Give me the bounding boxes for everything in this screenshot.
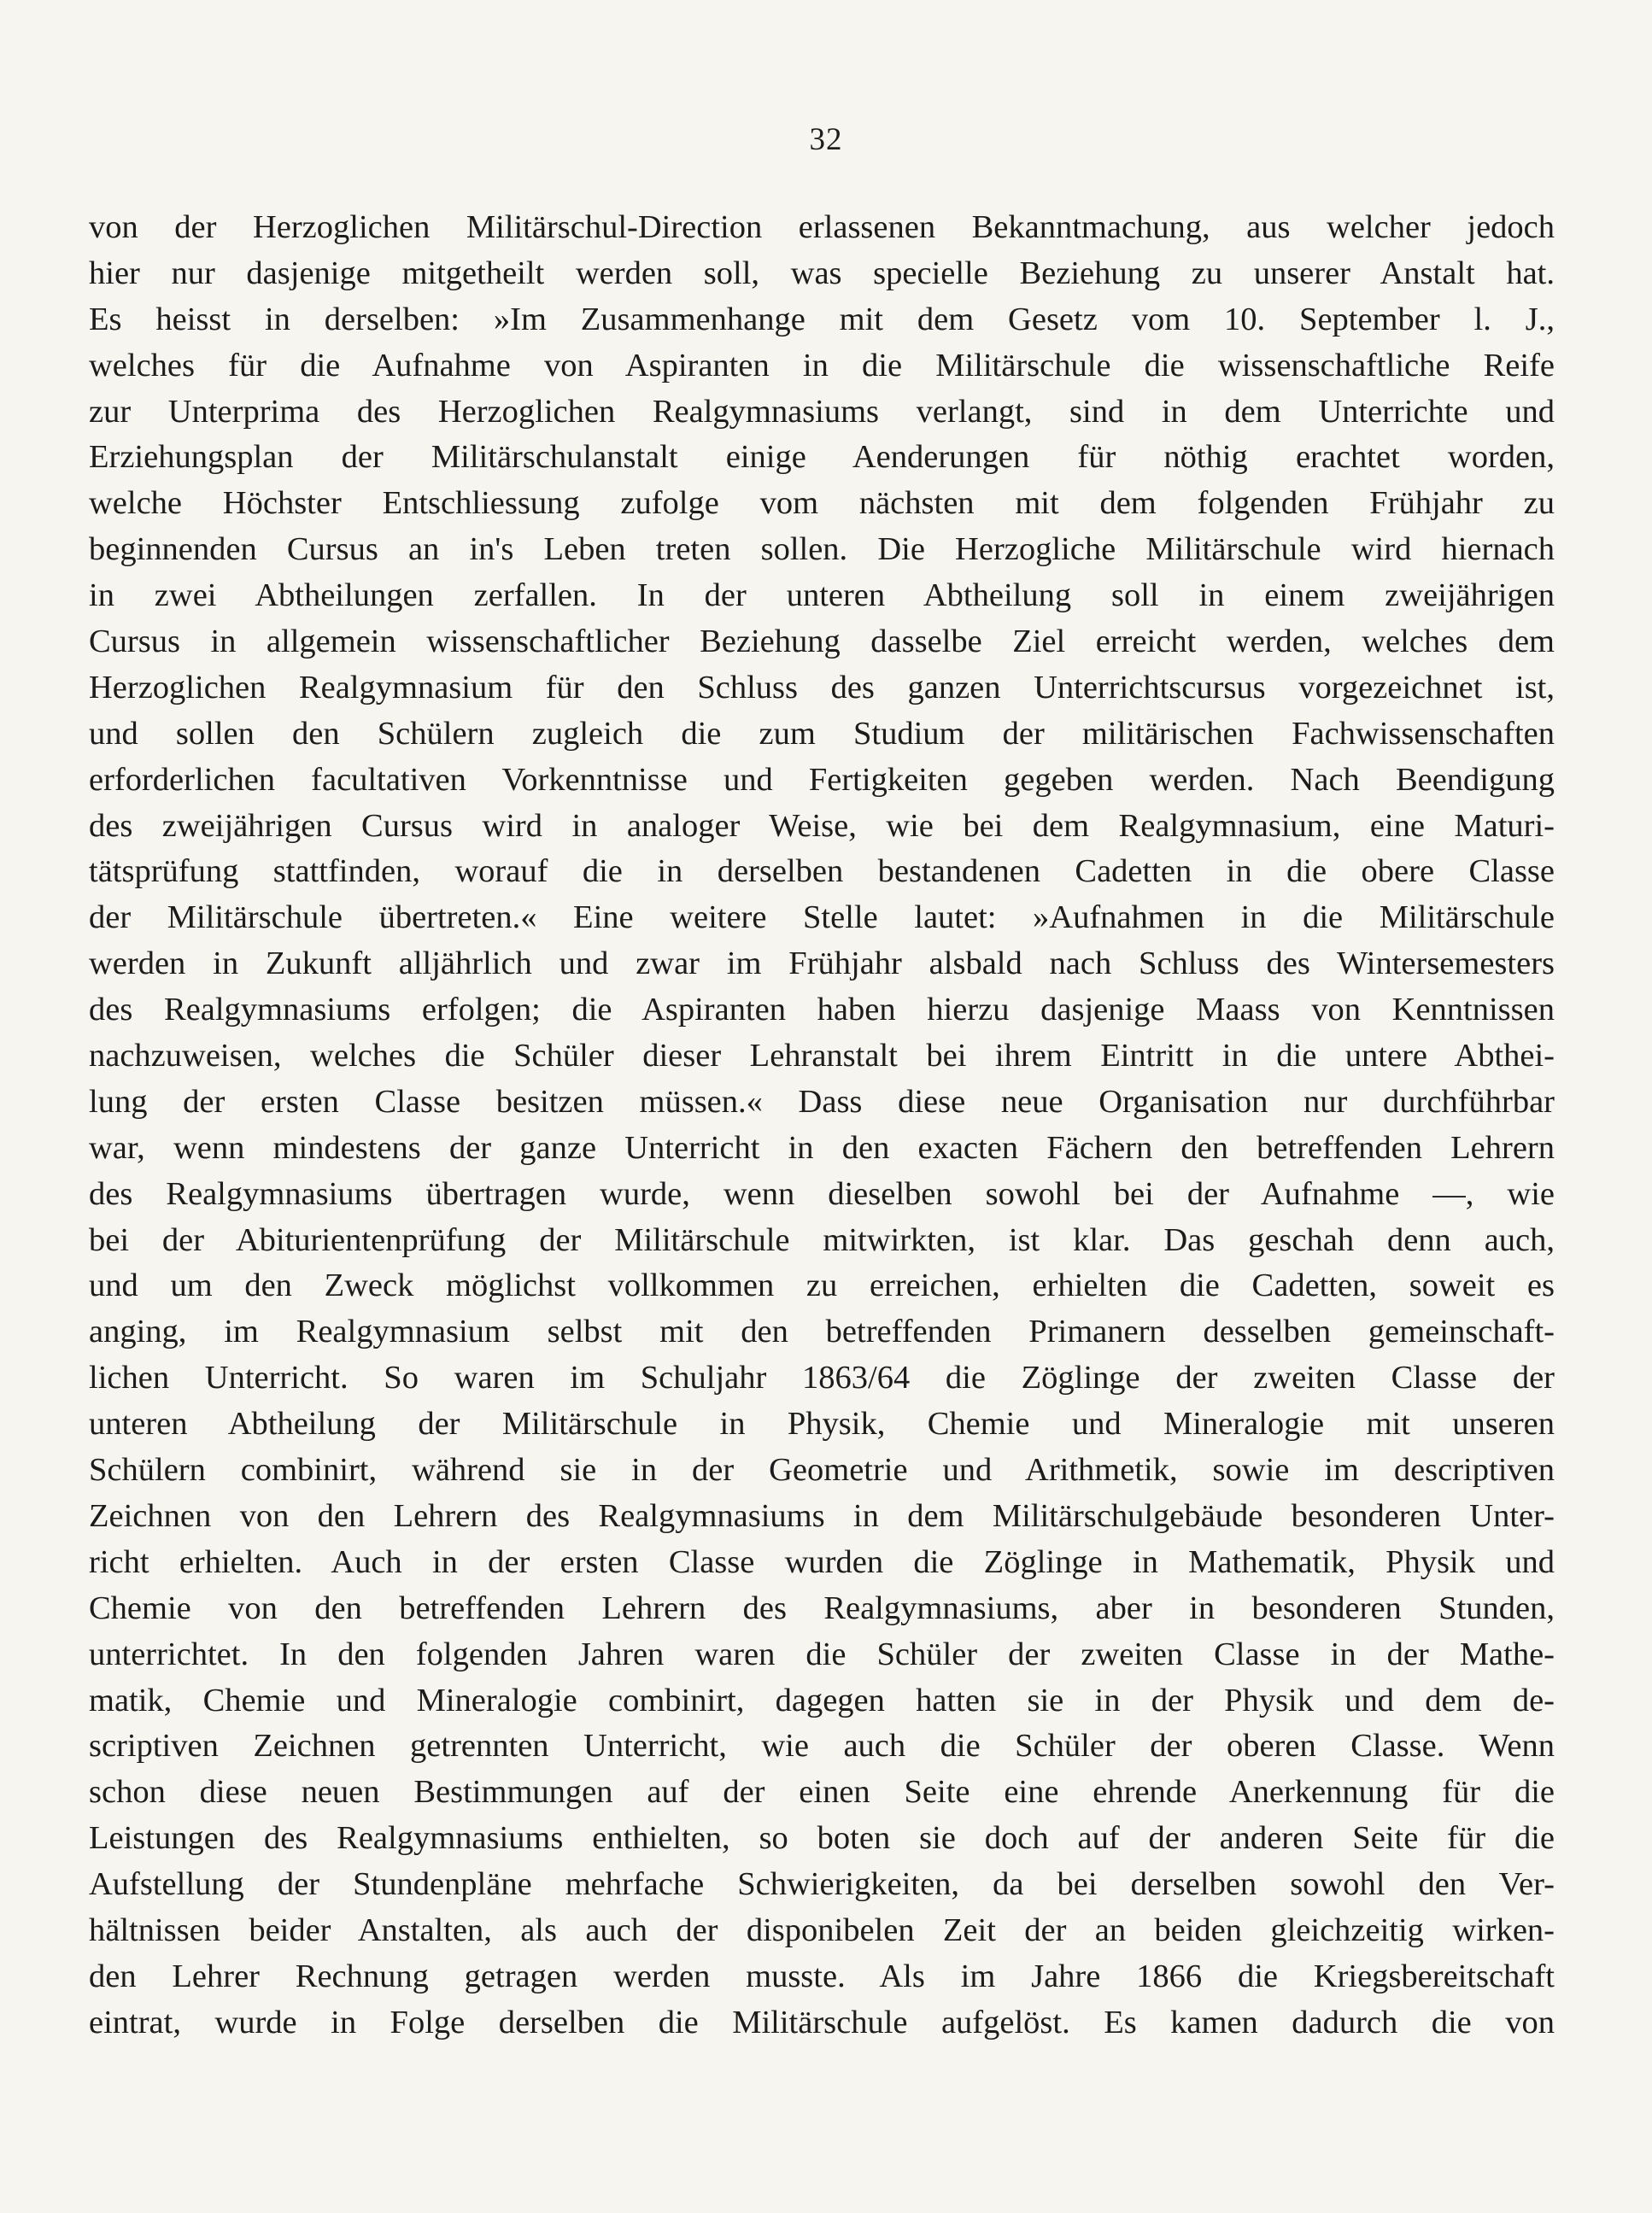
text-line: unterrichtet. In den folgenden Jahren waren die Schüler der zweiten Classe in der Mathe- bbox=[89, 1636, 1555, 1672]
body-text bbox=[89, 205, 1555, 2046]
text-line: lung der ersten Classe besitzen müssen.« Dass diese neue Organisation nur durchführbar bbox=[89, 1083, 1555, 1120]
text-line: matik, Chemie und Mineralogie combinirt, dagegen hatten sie in der Physik und dem de- bbox=[89, 1682, 1555, 1718]
text-line: welche Höchster Entschliessung zufolge vom nächsten mit dem folgenden Frühjahr zu bbox=[89, 485, 1555, 522]
text-line: hier nur dasjenige mitgetheilt werden soll, was specielle Beziehung zu unserer Anstalt hat. bbox=[89, 255, 1555, 291]
text-line: lichen Unterricht. So waren im Schuljahr 1863/64 die Zöglinge der zweiten Classe der bbox=[89, 1360, 1555, 1396]
text-line: den Lehrer Rechnung getragen werden musste. Als im Jahre 1866 die Kriegsbereitschaft bbox=[89, 1958, 1555, 1994]
text-line: richt erhielten. Auch in der ersten Classe wurden die Zöglinge in Mathematik, Physik und bbox=[89, 1543, 1555, 1580]
text-line: Herzoglichen Realgymnasium für den Schluss des ganzen Unterrichtscursus vorgezeichnet ist, bbox=[89, 669, 1555, 705]
text-line: der Militärschule übertreten.« Eine weitere Stelle lautet: »Aufnahmen in die Militärschule bbox=[89, 899, 1555, 936]
text-line: des Realgymnasiums erfolgen; die Aspiranten haben hierzu dasjenige Maass von Kenntnissen bbox=[89, 992, 1555, 1028]
text-line: Es heisst in derselben: »Im Zusammenhange mit dem Gesetz vom 10. September l. J., bbox=[89, 301, 1555, 337]
text-line: Schülern combinirt, während sie in der Geometrie und Arithmetik, sowie im descriptiven bbox=[89, 1452, 1555, 1489]
text-line: in zwei Abtheilungen zerfallen. In der unteren Abtheilung soll in einem zweijährigen bbox=[89, 577, 1555, 614]
text-line: scriptiven Zeichnen getrennten Unterricht, wie auch die Schüler der oberen Classe. Wenn bbox=[89, 1728, 1555, 1765]
text-line: und sollen den Schülern zugleich die zum Studium der militärischen Fachwissenschaften bbox=[89, 715, 1555, 752]
text-line: eintrat, wurde in Folge derselben die Militärschule aufgelöst. Es kamen dadurch die von bbox=[89, 2004, 1555, 2040]
text-line: und um den Zweck möglichst vollkommen zu erreichen, erhielten die Cadetten, soweit es bbox=[89, 1267, 1555, 1304]
text-line: schon diese neuen Bestimmungen auf der einen Seite eine ehrende Anerkennung für die bbox=[89, 1774, 1555, 1811]
text-line: werden in Zukunft alljährlich und zwar im Frühjahr alsbald nach Schluss des Wintersemesters bbox=[89, 946, 1555, 982]
text-line: hältnissen beider Anstalten, als auch der disponibelen Zeit der an beiden gleichzeitig wirken- bbox=[89, 1911, 1555, 1948]
text-line: bei der Abiturientenprüfung der Militärschule mitwirkten, ist klar. Das geschah denn auch, bbox=[89, 1221, 1555, 1258]
text-line: tätsprüfung stattfinden, worauf die in derselben bestandenen Cadetten in die obere Classe bbox=[89, 853, 1555, 890]
text-line: Zeichnen von den Lehrern des Realgymnasiums in dem Militärschulgebäude besonderen Unter- bbox=[89, 1497, 1555, 1534]
text-line: zur Unterprima des Herzoglichen Realgymnasiums verlangt, sind in dem Unterrichte und bbox=[89, 393, 1555, 430]
text-line: beginnenden Cursus an in's Leben treten sollen. Die Herzogliche Militärschule wird hiernach bbox=[89, 531, 1555, 568]
text-line: anging, im Realgymnasium selbst mit den betreffenden Primanern desselben gemeinschaft- bbox=[89, 1314, 1555, 1350]
text-line: erforderlichen facultativen Vorkenntnisse und Fertigkeiten gegeben werden. Nach Beendigung bbox=[89, 761, 1555, 798]
text-line: unteren Abtheilung der Militärschule in Physik, Chemie und Mineralogie mit unseren bbox=[89, 1406, 1555, 1443]
text-line: war, wenn mindestens der ganze Unterricht in den exacten Fächern den betreffenden Lehrern bbox=[89, 1129, 1555, 1166]
page-number: 32 bbox=[809, 122, 843, 157]
text-line: Chemie von den betreffenden Lehrern des Realgymnasiums, aber in besonderen Stunden, bbox=[89, 1589, 1555, 1626]
text-line: welches für die Aufnahme von Aspiranten in die Militärschule die wissenschaftliche Reife bbox=[89, 347, 1555, 383]
text-line: Leistungen des Realgymnasiums enthielten, so boten sie doch auf der anderen Seite für die bbox=[89, 1820, 1555, 1857]
text-line: nachzuweisen, welches die Schüler dieser Lehranstalt bei ihrem Eintritt in die untere Abthei- bbox=[89, 1038, 1555, 1074]
text-line: des zweijährigen Cursus wird in analoger Weise, wie bei dem Realgymnasium, eine Maturi- bbox=[89, 807, 1555, 844]
text-line: von der Herzoglichen Militärschul-Direction erlassenen Bekanntmachung, aus welcher jedoch bbox=[89, 209, 1555, 245]
text-line: Cursus in allgemein wissenschaftlicher Beziehung dasselbe Ziel erreicht werden, welches dem bbox=[89, 624, 1555, 660]
text-line: des Realgymnasiums übertragen wurde, wenn dieselben sowohl bei der Aufnahme —, wie bbox=[89, 1175, 1555, 1212]
text-line: Erziehungsplan der Militärschulanstalt einige Aenderungen für nöthig erachtet worden, bbox=[89, 439, 1555, 476]
text-line: Aufstellung der Stundenpläne mehrfache Schwierigkeiten, da bei derselben sowohl den Ver- bbox=[89, 1866, 1555, 1903]
